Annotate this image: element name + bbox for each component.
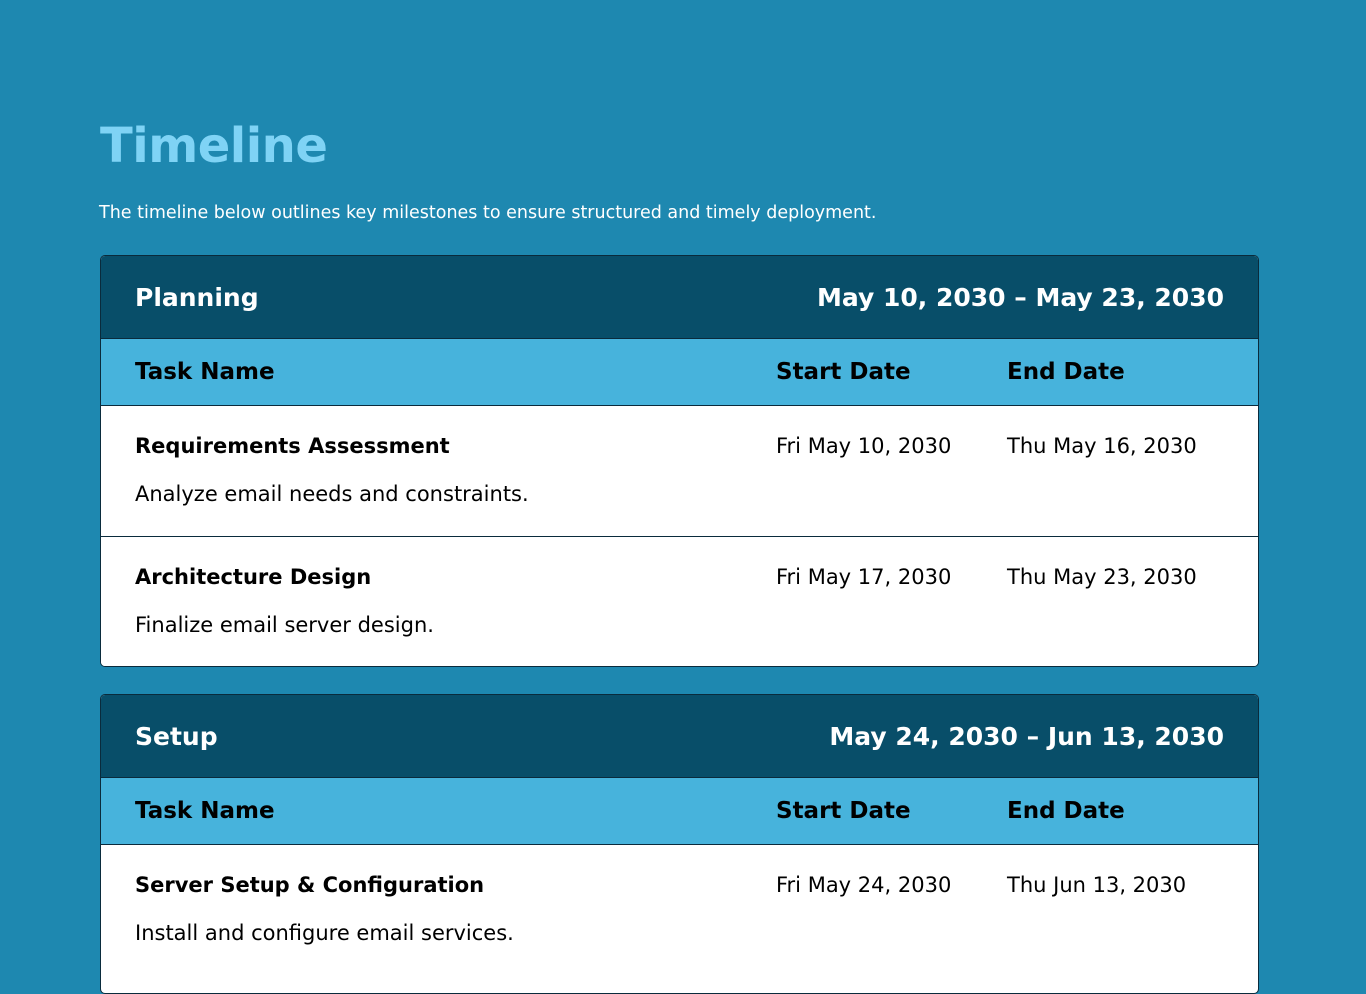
task-name: Requirements Assessment [135,434,450,458]
task-row [101,406,1258,537]
task-name: Server Setup & Configuration [135,873,485,897]
column-header-task-name: Task Name [135,359,275,385]
phase-header [101,256,1258,339]
task-description: Finalize email server design. [135,613,434,637]
page-title: Timeline [100,118,328,174]
task-name: Architecture Design [135,565,372,589]
phase-header [101,695,1258,778]
task-description: Analyze email needs and constraints. [135,482,529,506]
column-header-start-date: Start Date [776,359,911,385]
column-header-row [101,778,1258,845]
task-row [101,537,1258,667]
phase-setup [100,694,1259,994]
column-header-end-date: End Date [1007,798,1125,824]
intro-text: The timeline below outlines key milestones to ensure structured and timely deployment. [99,203,877,223]
task-end-date: Thu Jun 13, 2030 [1007,873,1187,897]
task-start-date: Fri May 10, 2030 [776,434,952,458]
column-header-start-date: Start Date [776,798,911,824]
column-header-end-date: End Date [1007,359,1125,385]
phase-date-range: May 10, 2030 – May 23, 2030 [816,282,1224,312]
phase-name: Setup [135,721,218,751]
task-start-date: Fri May 17, 2030 [776,565,952,589]
task-end-date: Thu May 23, 2030 [1007,565,1197,589]
phase-planning [100,255,1259,667]
phase-date-range: May 24, 2030 – Jun 13, 2030 [829,721,1224,751]
column-header-row [101,339,1258,406]
task-end-date: Thu May 16, 2030 [1007,434,1197,458]
task-description: Install and configure email services. [135,921,514,945]
phase-name: Planning [135,282,259,312]
task-row [101,845,1258,976]
task-start-date: Fri May 24, 2030 [776,873,952,897]
column-header-task-name: Task Name [135,798,275,824]
